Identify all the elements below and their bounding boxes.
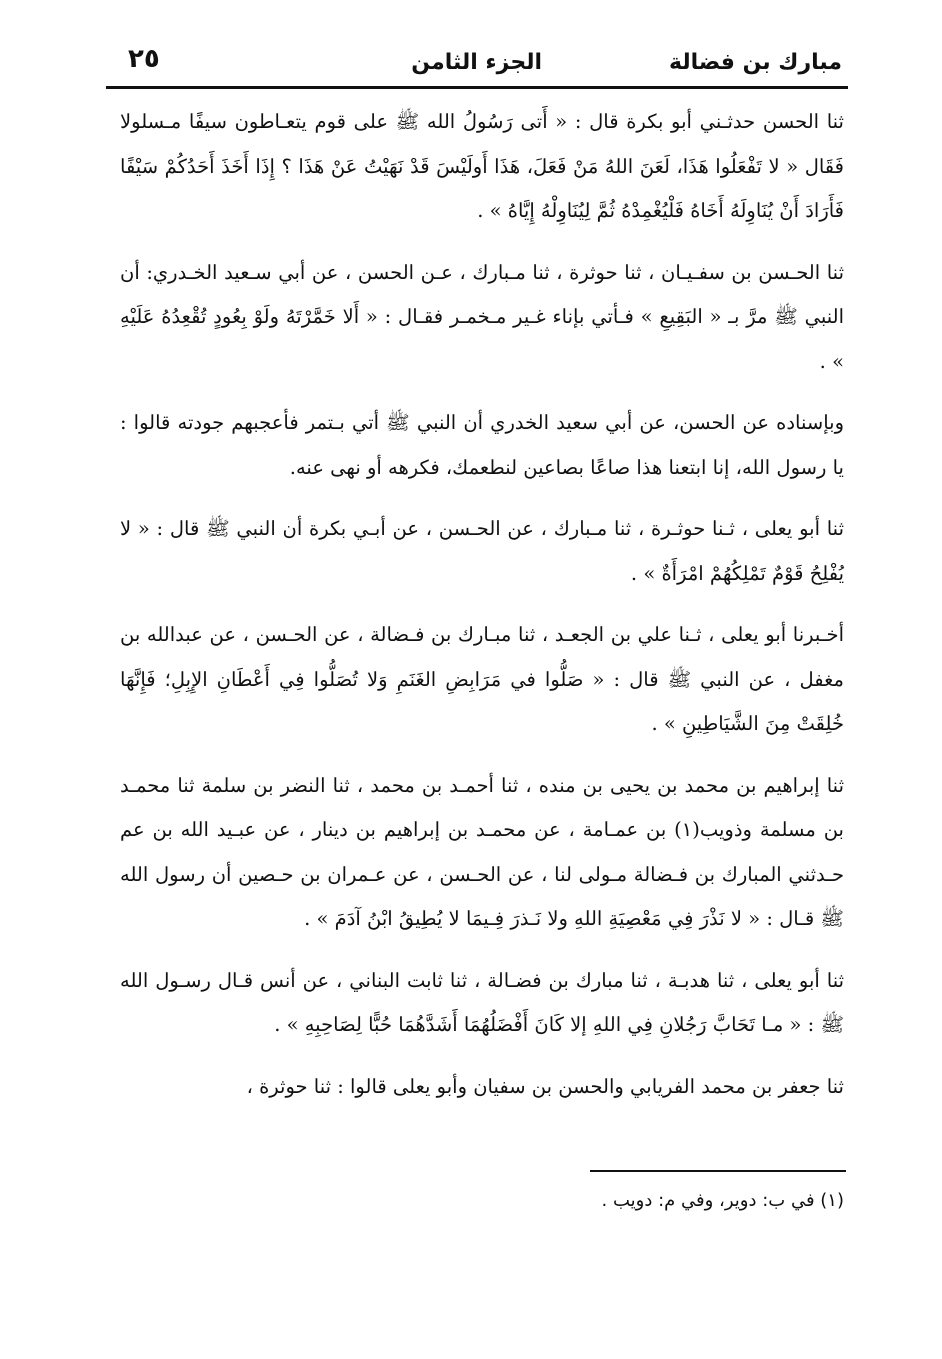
paragraph: ثنا أبو يعلى ، ثنا هدبـة ، ثنا مبارك بن فضـالة ، ثنا ثابت البناني ، عن أنس قـال رسـول الله ﷺ : « مـا تَحَابَّ رَجُلانِ فِي اللهِ إلا كَانَ أَفْضَلُهُمَا أَشَدَّهُمَا حُبًّا لِصَاحِبِهِ » . xyxy=(120,968,844,1036)
paragraph: ثنا جعفر بن محمد الفريابي والحسن بن سفيان وأبو يعلى قالوا : ثنا حوثرة ، xyxy=(246,1074,844,1098)
volume-label: الجزء الثامن xyxy=(411,50,542,75)
page-header xyxy=(122,40,842,84)
main-text xyxy=(120,100,844,1109)
running-title: مبارك بن فضالة xyxy=(668,50,842,75)
paragraph: ثنا إبراهيم بن محمد بن يحيى بن منده ، ثنا أحمـد بن محمد ، ثنا النضر بن سلمة ثنا محمـد بن مسلمة وذويب(١) بن عمـامة ، عن محمـد بن إبراهيم بن دينار ، عن عبـيد الله بن عم حـدثني المبارك بن فـضالة مـولى لنا ، عن الحـسن ، عن عـمران بن حـصين أن رسول الله ﷺ قـال : « لا نَذْرَ فِي مَعْصِيَةِ اللهِ ولا نَـذرَ فِـيمَا لا يُطِيقُ ابْنُ آدَمَ » . xyxy=(120,773,844,930)
paragraph: أخـبرنا أبو يعلى ، ثـنا علي بن الجعـد ، ثنا مبـارك بن فـضالة ، عن الحـسن ، عن عبدالله بن مغفل ، عن النبي ﷺ قال : « صَلُّوا في مَرَابِضِ الغَنَمِ وَلا تُصَلُّوا فِي أَعْطَانِ الإِبِلِ؛ فَإِنَّهَا خُلِقَتْ مِنَ الشَّيَاطِينِ » . xyxy=(120,623,844,735)
paragraph: وبإسناده عن الحسن، عن أبي سعيد الخدري أن النبي ﷺ أتي بـتمر فأعجبهم جودته قالوا : يا رسول الله، إنا ابتعنا هذا صاعًا بصاعين لنطعمك، فكرهه أو نهى عنه. xyxy=(120,411,844,479)
footnote-divider xyxy=(590,1170,846,1172)
paragraph: ثنا أبو يعلى ، ثـنا حوثـرة ، ثنا مـبارك ، عن الحـسن ، عن أبـي بكرة أن النبي ﷺ قال : « لا يُفْلِحُ قَوْمٌ تَمْلِكُهُمْ امْرَأَةٌ » . xyxy=(120,517,844,585)
footnote: (١) في ب: دوير، وفي م: دويب . xyxy=(601,1190,844,1211)
page-number: ٢٥ xyxy=(128,44,160,74)
paragraph: ثنا الحسن حدثـني أبو بكرة قال : « أَتى رَسُولُ الله ﷺ على قوم يتعـاطون سيفًا مـسلولا فَقَال « لا تَفْعَلُوا هَذَا، لَعَنَ اللهُ مَنْ فَعَلَ، هَذَا أَولَيْسَ قَدْ نَهَيْتُ عَنْ هَذَا ؟ إِذَا أَخَذَ أَحَدُكُمْ سَيْفًا فَأَرَادَ أَنْ يُنَاوِلَهُ أَخَاهُ فَلْيُغْمِدْهُ ثُمَّ لِيُنَاوِلْهُ إِيَّاهُ » . xyxy=(120,110,844,222)
paragraph: ثنا الحـسن بن سفـيـان ، ثنا حوثرة ، ثنا مـبارك ، عـن الحسن ، عن أبي سـعيد الخـدري: أن النبي ﷺ مرَّ بـ « البَقِيعِ » فـأتي بإناء غـير مـخمـر فقـال : « أَلا خَمَّرْتَهُ ولَوْ بِعُودٍ تُقْعِدُهُ عَلَيْهِ » . xyxy=(120,260,844,373)
header-divider xyxy=(106,86,848,89)
